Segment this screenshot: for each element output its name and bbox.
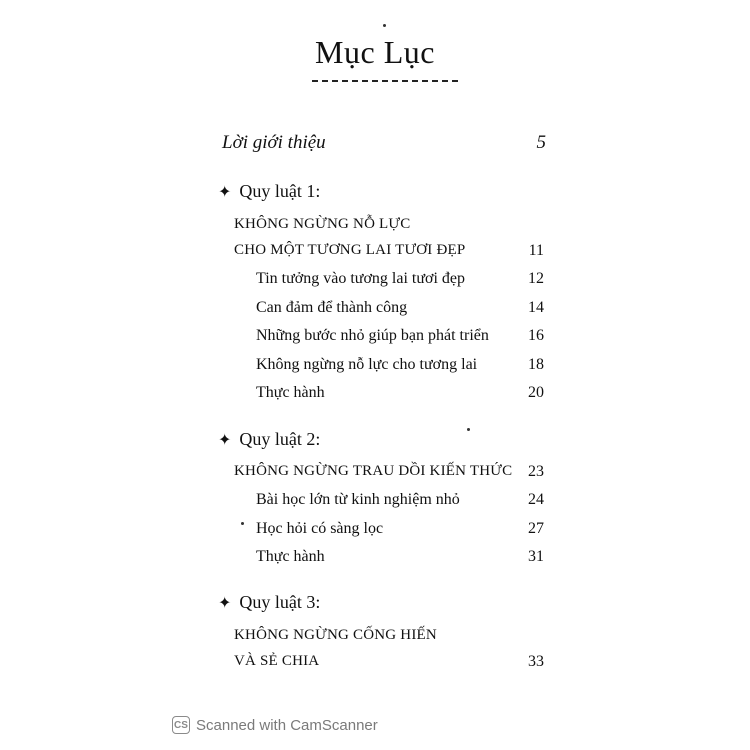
scan-speck <box>241 522 244 525</box>
toc-item-page: 16 <box>528 327 544 344</box>
toc-item: Bài học lớn từ kinh nghiệm nhỏ <box>256 491 460 508</box>
star-icon: ✦ <box>218 432 232 449</box>
toc-item: Học hỏi có sàng lọc <box>256 520 384 537</box>
toc-item: Tin tưởng vào tương lai tươi đẹp <box>256 270 466 287</box>
toc-item: Không ngừng nỗ lực cho tương lai <box>256 356 478 373</box>
rule1-chapter-line1: KHÔNG NGỪNG NỖ LỰC <box>234 216 411 232</box>
toc-item: Can đảm để thành công <box>256 299 408 316</box>
rule3-chapter-page: 33 <box>528 653 544 670</box>
rule3-chapter-line2: VÀ SẺ CHIA <box>234 653 320 669</box>
rule1-heading: ✦ Quy luật 1: <box>218 181 321 201</box>
toc-item-page: 14 <box>528 299 544 316</box>
star-icon: ✦ <box>218 595 232 612</box>
toc-item-page: 20 <box>528 384 544 401</box>
rule2-chapter-line1: KHÔNG NGỪNG TRAU DỒI KIẾN THỨC <box>234 463 513 479</box>
rule2-heading: ✦ Quy luật 2: <box>218 429 321 449</box>
title-underline <box>312 80 458 82</box>
toc-item-page: 31 <box>528 548 544 565</box>
camscanner-watermark <box>172 714 378 736</box>
toc-item: Thực hành <box>256 384 325 401</box>
toc-item: Những bước nhỏ giúp bạn phát triển <box>256 327 489 344</box>
camscanner-logo-icon: CS <box>172 716 190 734</box>
rule3-heading: ✦ Quy luật 3: <box>218 592 321 612</box>
star-icon: ✦ <box>218 184 232 201</box>
toc-item: Thực hành <box>256 548 325 565</box>
toc-item-page: 12 <box>528 270 544 287</box>
intro-page: 5 <box>536 132 546 153</box>
rule2-chapter-page: 23 <box>528 463 544 480</box>
scan-speck <box>467 428 470 431</box>
toc-item-page: 24 <box>528 491 544 508</box>
rule1-chapter-page: 11 <box>528 242 544 259</box>
intro-label: Lời giới thiệu <box>222 132 326 153</box>
rule1-chapter-line2: CHO MỘT TƯƠNG LAI TƯƠI ĐẸP <box>234 242 466 258</box>
page-title: Mục Lục <box>315 34 435 70</box>
watermark-text: Scanned with CamScanner <box>196 716 378 734</box>
rule3-chapter-line1: KHÔNG NGỪNG CỐNG HIẾN <box>234 627 437 643</box>
scan-speck <box>383 24 386 27</box>
toc-item-page: 18 <box>528 356 544 373</box>
toc-item-page: 27 <box>528 520 544 537</box>
